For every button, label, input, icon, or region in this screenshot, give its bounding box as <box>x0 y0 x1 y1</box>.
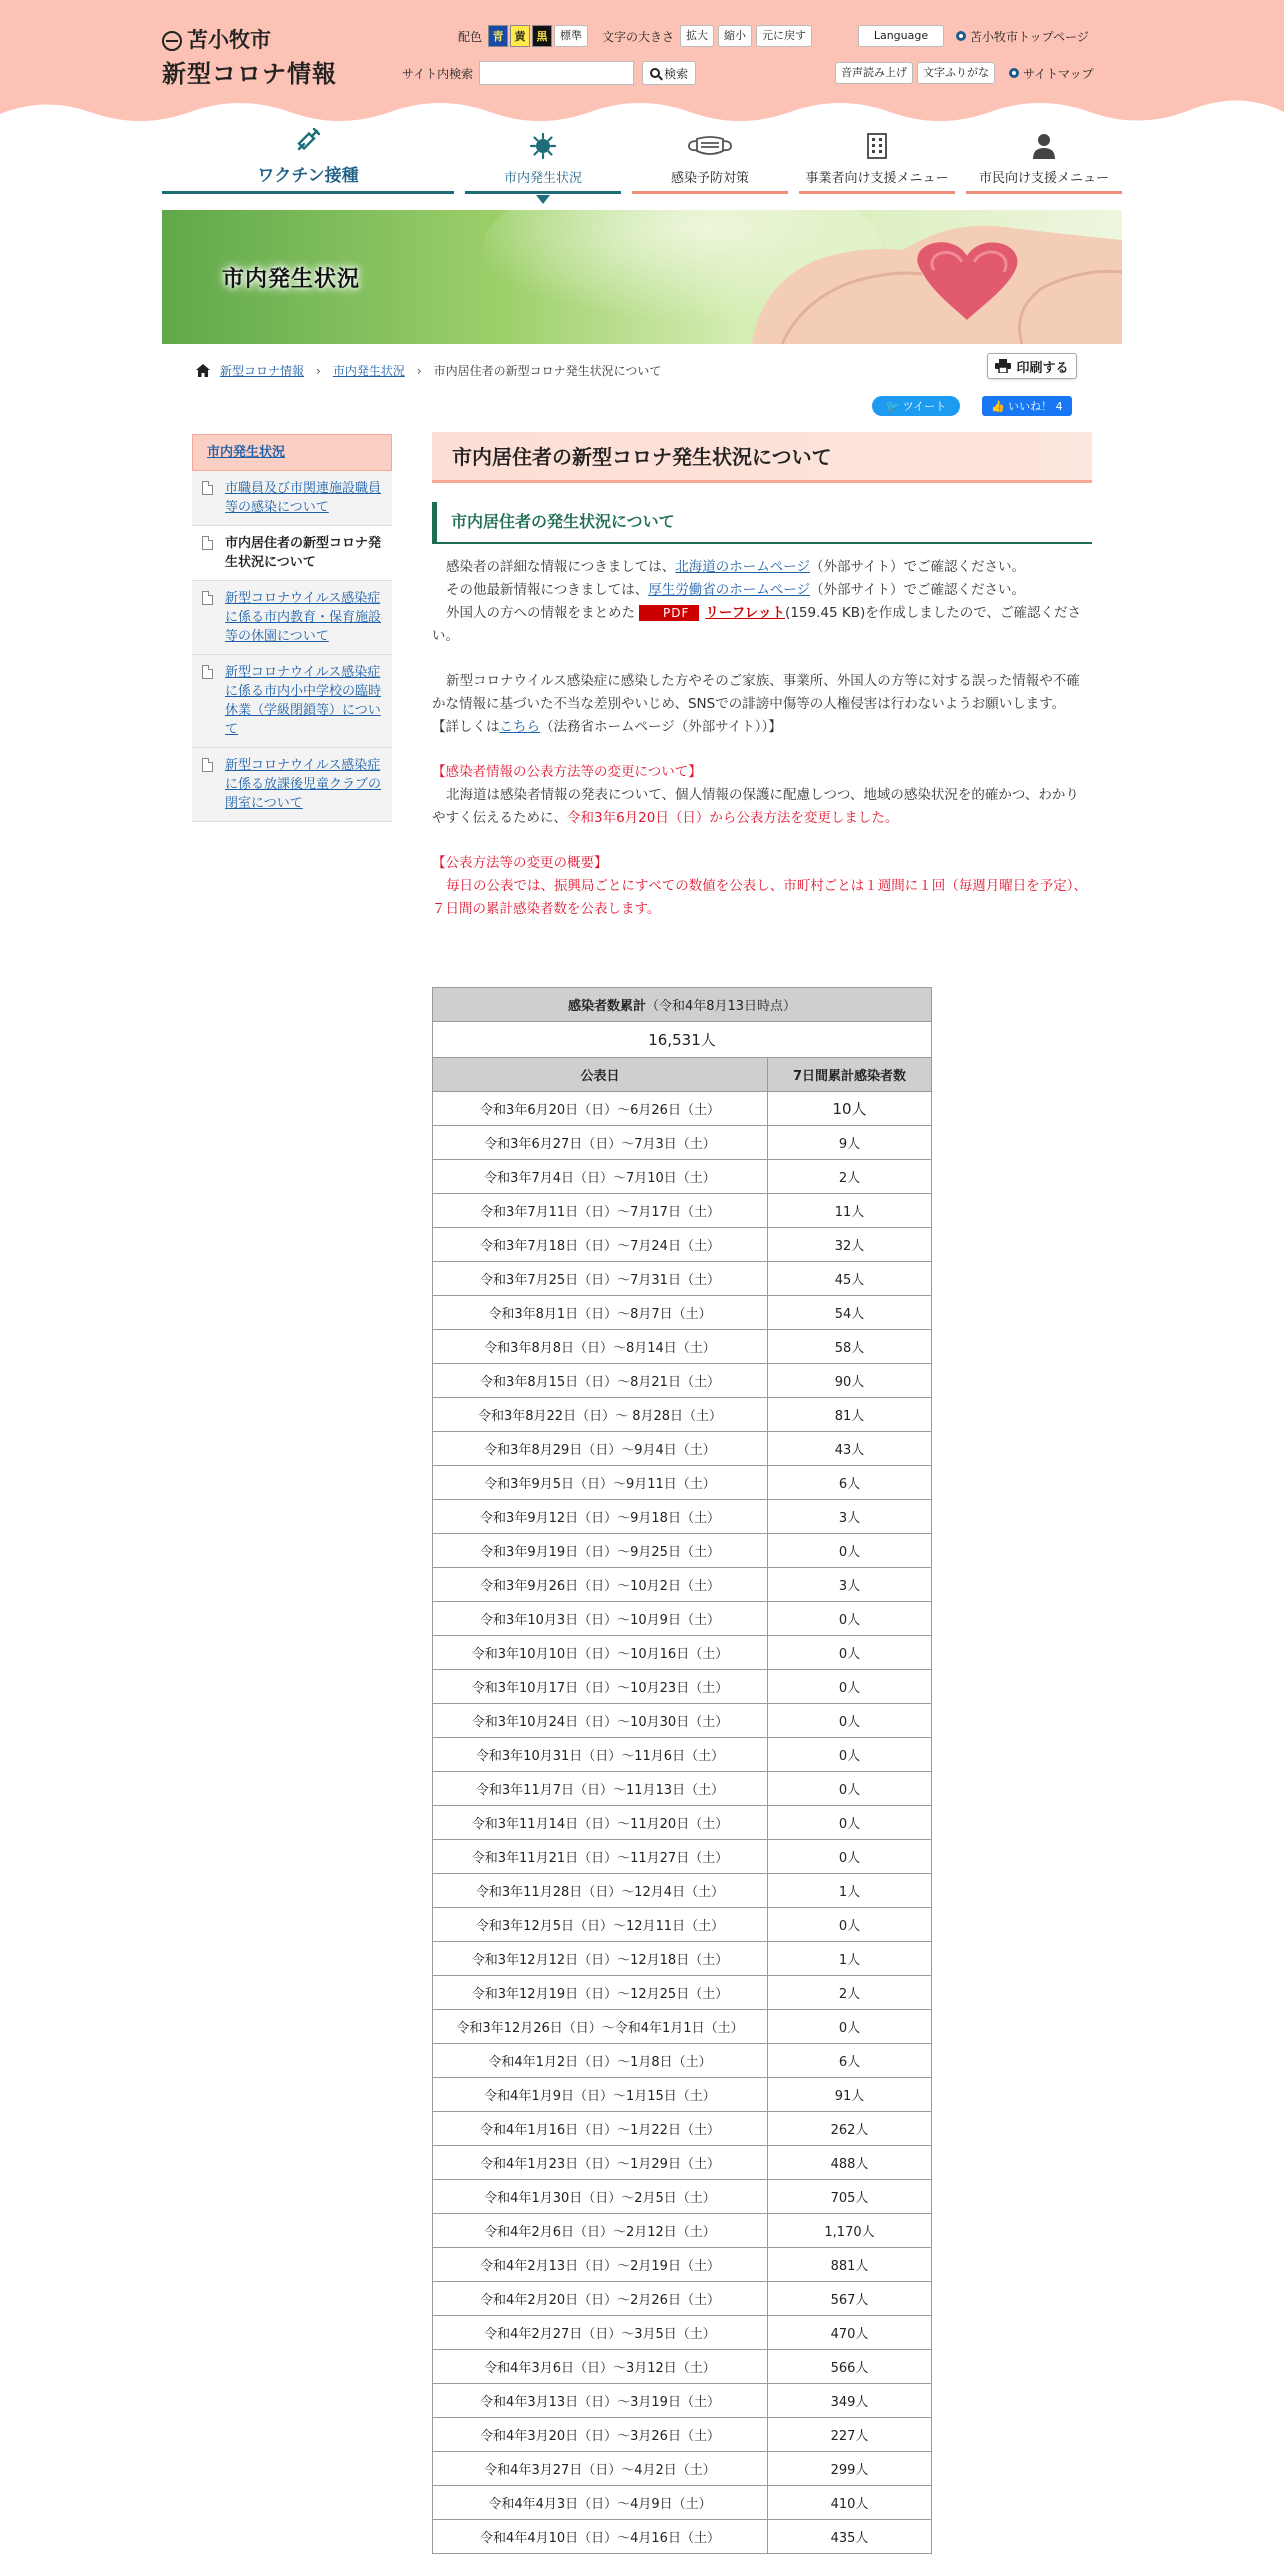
row-count: 0人 <box>768 1602 932 1636</box>
row-count: 566人 <box>768 2350 932 2384</box>
row-date: 令和3年8月1日（日）～8月7日（土） <box>433 1296 768 1330</box>
pdf-icon: PDF <box>639 605 699 621</box>
human-rights-paragraph: 新型コロナウイルス感染症に感染した方やそのご家族、事業所、外国人の方等に対する誤った情報や不確かな情報に基づいた不当な差別やいじめ、SNSでの誹謗中傷等の人権侵害は行わないようお願いします。 <box>432 673 1080 712</box>
table-row <box>433 1976 932 2010</box>
sidebar-item[interactable] <box>192 471 392 526</box>
table-row <box>433 2248 932 2282</box>
breadcrumb-home-link[interactable]: 新型コロナ情報 <box>220 364 305 378</box>
total-value: 16,531人 <box>433 1022 932 1058</box>
document-icon <box>202 536 213 550</box>
hokkaido-link[interactable]: 北海道のホームページ <box>675 559 810 575</box>
document-icon <box>202 758 213 772</box>
row-date: 令和3年7月18日（日）～7月24日（土） <box>433 1228 768 1262</box>
row-date: 令和3年11月14日（日）～11月20日（土） <box>433 1806 768 1840</box>
sidebar <box>192 434 392 822</box>
row-date: 令和4年4月10日（日）～4月16日（土） <box>433 2520 768 2554</box>
row-count: 1,170人 <box>768 2214 932 2248</box>
total-label: 感染者数累計 <box>567 999 646 1014</box>
breadcrumb <box>196 362 661 379</box>
sidebar-item-current <box>192 526 392 581</box>
nav-underline <box>162 191 454 194</box>
syringe-icon <box>293 125 323 155</box>
sidebar-heading <box>192 434 392 471</box>
nav-citizen[interactable] <box>966 122 1122 194</box>
twitter-bird-icon: 🐦 <box>885 399 900 413</box>
row-count: 54人 <box>768 1296 932 1330</box>
intro-text: 外国人の方への情報をまとめた <box>446 605 635 621</box>
table-row <box>433 2146 932 2180</box>
row-date: 令和3年12月5日（日）～12月11日（土） <box>433 1908 768 1942</box>
intro-text: (159.45 KB)を作成しましたので、ご確認ください。 <box>432 605 1081 644</box>
current-page-caret-icon <box>536 195 550 204</box>
site-search <box>402 61 696 85</box>
row-date: 令和4年3月6日（日）～3月12日（土） <box>433 2350 768 2384</box>
color-label: 配色 <box>458 29 483 44</box>
read-aloud-button[interactable]: 音声読み上げ <box>835 62 913 84</box>
row-date: 令和3年10月31日（日）～11月6日（土） <box>433 1738 768 1772</box>
search-button[interactable] <box>642 61 696 85</box>
notice-text: 北海道は感染者情報の発表について、個人情報の保護に配慮しつつ、地域の感染状況を的確かつ、わかりやすく伝えるために、 <box>432 787 1079 826</box>
row-count: 0人 <box>768 1772 932 1806</box>
intro-text: （外部サイト）でご確認ください。 <box>809 559 1026 575</box>
circle-bullet-icon <box>1009 68 1019 78</box>
row-date: 令和3年11月28日（日）～12月4日（土） <box>433 1874 768 1908</box>
row-count: 0人 <box>768 1670 932 1704</box>
table-row <box>433 1670 932 1704</box>
nav-status[interactable] <box>465 122 621 194</box>
circle-bullet-icon <box>956 31 966 41</box>
toolbar-right-2 <box>835 62 1094 84</box>
row-count: 0人 <box>768 1636 932 1670</box>
row-count: 881人 <box>768 2248 932 2282</box>
row-count: 1人 <box>768 1942 932 1976</box>
row-date: 令和3年6月20日（日）～6月26日（土） <box>433 1092 768 1126</box>
intro-line-1 <box>432 556 1092 579</box>
top-page-label: 苫小牧市トップページ <box>970 29 1089 44</box>
color-yellow-button[interactable]: 黄 <box>510 25 530 47</box>
global-nav <box>162 122 1122 206</box>
row-date: 令和3年10月10日（日）～10月16日（土） <box>433 1636 768 1670</box>
nav-underline <box>799 191 955 194</box>
page-title: 市内居住者の新型コロナ発生状況について <box>432 432 1092 483</box>
row-count: 90人 <box>768 1364 932 1398</box>
row-date: 令和3年11月21日（日）～11月27日（土） <box>433 1840 768 1874</box>
row-count: 0人 <box>768 1840 932 1874</box>
table-row <box>433 2520 932 2554</box>
breadcrumb-separator-icon: › <box>316 363 321 378</box>
row-count: 0人 <box>768 2010 932 2044</box>
row-date: 令和4年1月30日（日）～2月5日（土） <box>433 2180 768 2214</box>
intro-line-3 <box>432 602 1092 648</box>
accessibility-toolbar <box>458 25 816 47</box>
breadcrumb-current: 市内居住者の新型コロナ発生状況について <box>433 364 662 378</box>
row-date: 令和3年9月12日（日）～9月18日（土） <box>433 1500 768 1534</box>
sidebar-item[interactable] <box>192 581 392 655</box>
intro-text: （外部サイト）でご確認ください。 <box>809 582 1026 598</box>
furigana-button[interactable]: 文字ふりがな <box>917 62 995 84</box>
row-date: 令和3年12月26日（日）～令和4年1月1日（土） <box>433 2010 768 2044</box>
row-date: 令和3年6月27日（日）～7月3日（土） <box>433 1126 768 1160</box>
row-date: 令和3年8月29日（日）～9月4日（土） <box>433 1432 768 1466</box>
hero-title: 市内発生状況 <box>222 267 361 292</box>
tweet-button[interactable] <box>872 396 960 416</box>
color-blue-button[interactable]: 青 <box>488 25 508 47</box>
leaflet-pdf-link[interactable]: リーフレット <box>705 605 786 621</box>
logo-title: 新型コロナ情報 <box>162 60 337 88</box>
site-logo[interactable] <box>162 30 337 89</box>
table-row <box>433 1398 932 1432</box>
row-count: 299人 <box>768 2452 932 2486</box>
row-count: 0人 <box>768 1738 932 1772</box>
section-heading: 市内居住者の発生状況について <box>432 502 1092 544</box>
total-date: （令和4年8月13日時点） <box>645 999 797 1014</box>
table-row <box>433 2180 932 2214</box>
notice-highlight: 令和3年6月20日（日）から公表方法を変更しました。 <box>567 810 899 826</box>
table-row <box>433 1330 932 1364</box>
row-count: 3人 <box>768 1568 932 1602</box>
table-row <box>433 2214 932 2248</box>
row-date: 令和4年2月13日（日）～2月19日（土） <box>433 2248 768 2282</box>
mask-icon <box>685 131 735 161</box>
sidebar-item[interactable] <box>192 655 392 748</box>
table-row <box>433 1228 932 1262</box>
sidebar-item-label: 新型コロナウイルス感染症に係る市内小中学校の臨時休業（学級閉鎖等）について <box>225 665 382 737</box>
intro-text: その他最新情報につきましては、 <box>446 582 649 598</box>
thumbs-up-icon: 👍 <box>991 399 1006 413</box>
table-row <box>433 1772 932 1806</box>
font-larger-button[interactable]: 拡大 <box>680 25 714 47</box>
table-row <box>433 2418 932 2452</box>
search-input[interactable] <box>479 61 634 85</box>
cases-table <box>432 987 932 2554</box>
table-total-row <box>433 1022 932 1058</box>
row-count: 3人 <box>768 1500 932 1534</box>
row-count: 0人 <box>768 1704 932 1738</box>
row-date: 令和3年8月8日（日）～8月14日（土） <box>433 1330 768 1364</box>
row-count: 45人 <box>768 1262 932 1296</box>
table-column-header-row <box>433 1058 932 1092</box>
printer-icon <box>995 359 1011 373</box>
table-row <box>433 1534 932 1568</box>
table-row <box>433 1840 932 1874</box>
nav-underline <box>966 191 1122 194</box>
row-date: 令和3年11月7日（日）～11月13日（土） <box>433 1772 768 1806</box>
intro-paragraph <box>432 556 1092 648</box>
row-date: 令和4年3月27日（日）～4月2日（土） <box>433 2452 768 2486</box>
row-count: 6人 <box>768 2044 932 2078</box>
row-count: 0人 <box>768 1908 932 1942</box>
row-count: 227人 <box>768 2418 932 2452</box>
row-count: 10人 <box>768 1092 932 1126</box>
row-count: 9人 <box>768 1126 932 1160</box>
color-black-button[interactable]: 黒 <box>532 25 552 47</box>
row-date: 令和3年8月22日（日）～ 8月28日（土） <box>433 1398 768 1432</box>
row-date: 令和3年9月5日（日）～9月11日（土） <box>433 1466 768 1500</box>
table-row <box>433 2350 932 2384</box>
table-row <box>433 2112 932 2146</box>
table-row <box>433 1126 932 1160</box>
row-count: 2人 <box>768 1160 932 1194</box>
sidebar-item-label: 市職員及び市関連施設職員等の感染について <box>225 481 382 515</box>
toolbar-right-1 <box>858 25 1089 47</box>
table-row <box>433 1432 932 1466</box>
person-icon <box>1029 131 1059 161</box>
nav-prevention-label: 感染予防対策 <box>670 171 749 186</box>
summary-paragraph: 毎日の公表では、振興局ごとにすべての数値を公表し、市町村ごとは１週間に１回（毎週月曜日を予定）、７日間の累計感染者数を公表します。 <box>432 878 1087 917</box>
row-count: 81人 <box>768 1398 932 1432</box>
row-count: 2人 <box>768 1976 932 2010</box>
row-count: 705人 <box>768 2180 932 2214</box>
table-row <box>433 1500 932 1534</box>
sidebar-item[interactable] <box>192 748 392 822</box>
row-date: 令和4年4月3日（日）～4月9日（土） <box>433 2486 768 2520</box>
row-date: 令和4年2月27日（日）～3月5日（土） <box>433 2316 768 2350</box>
total-header <box>433 988 932 1022</box>
nav-vaccine-label: ワクチン接種 <box>257 166 359 186</box>
color-standard-button[interactable]: 標準 <box>554 25 588 47</box>
nav-vaccine[interactable] <box>162 122 454 194</box>
font-size-label: 文字の大きさ <box>602 29 675 44</box>
logo-city: 苫小牧市 <box>187 28 271 52</box>
moj-link[interactable]: こちら <box>499 719 540 735</box>
nav-status-label: 市内発生状況 <box>503 171 582 186</box>
city-emblem-icon <box>162 31 182 51</box>
summary-heading: 【公表方法等の変更の概要】 <box>432 855 608 871</box>
table-row <box>433 2010 932 2044</box>
breadcrumb-separator-icon: › <box>416 363 422 378</box>
building-icon <box>862 131 892 161</box>
column-header-date: 公表日 <box>433 1058 768 1092</box>
table-row <box>433 1738 932 1772</box>
nav-business[interactable] <box>799 122 955 194</box>
row-count: 43人 <box>768 1432 932 1466</box>
main-content <box>432 432 1092 2554</box>
table-row <box>433 2486 932 2520</box>
row-count: 6人 <box>768 1466 932 1500</box>
sidebar-heading-link[interactable]: 市内発生状況 <box>207 445 286 460</box>
sidebar-item-label: 市内居住者の新型コロナ発生状況について <box>225 536 382 570</box>
row-date: 令和3年9月26日（日）～10月2日（土） <box>433 1568 768 1602</box>
table-row <box>433 2078 932 2112</box>
column-header-count: 7日間累計感染者数 <box>768 1058 932 1092</box>
breadcrumb-section-link[interactable]: 市内発生状況 <box>332 364 405 378</box>
row-date: 令和4年2月6日（日）～2月12日（土） <box>433 2214 768 2248</box>
like-label: いいね！ 4 <box>1008 400 1063 413</box>
table-row <box>433 1466 932 1500</box>
row-date: 令和4年3月20日（日）～3月26日（土） <box>433 2418 768 2452</box>
table-row <box>433 1806 932 1840</box>
details-text: 【詳しくは <box>432 719 500 735</box>
document-icon <box>202 665 213 679</box>
table-row <box>433 1194 932 1228</box>
row-count: 1人 <box>768 1874 932 1908</box>
home-icon <box>196 364 210 377</box>
notice-heading: 【感染者情報の公表方法等の変更について】 <box>432 764 702 780</box>
row-date: 令和3年7月4日（日）～7月10日（土） <box>433 1160 768 1194</box>
search-button-label: 検索 <box>664 66 689 81</box>
row-date: 令和3年7月25日（日）～7月31日（土） <box>433 1262 768 1296</box>
row-count: 262人 <box>768 2112 932 2146</box>
font-smaller-button[interactable]: 縮小 <box>718 25 752 47</box>
table-row <box>433 1874 932 1908</box>
table-row <box>433 1602 932 1636</box>
top-page-link[interactable] <box>956 28 1089 45</box>
language-button[interactable]: Language <box>858 25 944 47</box>
row-date: 令和4年1月9日（日）～1月15日（土） <box>433 2078 768 2112</box>
row-date: 令和4年1月2日（日）～1月8日（土） <box>433 2044 768 2078</box>
row-date: 令和3年7月11日（日）～7月17日（土） <box>433 1194 768 1228</box>
table-row <box>433 1296 932 1330</box>
row-date: 令和3年8月15日（日）～8月21日（土） <box>433 1364 768 1398</box>
table-row <box>433 1160 932 1194</box>
table-row <box>433 1092 932 1126</box>
sidebar-item-label: 新型コロナウイルス感染症に係る市内教育・保育施設等の休園について <box>225 591 382 644</box>
row-count: 58人 <box>768 1330 932 1364</box>
search-label: サイト内検索 <box>402 66 474 81</box>
row-count: 470人 <box>768 2316 932 2350</box>
sidebar-item-label: 新型コロナウイルス感染症に係る放課後児童クラブの閉室について <box>225 758 382 811</box>
nav-underline <box>465 191 621 194</box>
intro-line-2 <box>432 579 1092 602</box>
print-button[interactable] <box>987 353 1077 379</box>
print-label: 印刷する <box>1016 360 1069 376</box>
intro-text: 感染者の詳細な情報につきましては、 <box>446 559 676 575</box>
row-date: 令和4年2月20日（日）～2月26日（土） <box>433 2282 768 2316</box>
table-row <box>433 1262 932 1296</box>
table-row <box>433 2452 932 2486</box>
row-date: 令和3年10月17日（日）～10月23日（土） <box>433 1670 768 1704</box>
facebook-like-button[interactable] <box>982 396 1072 416</box>
row-count: 11人 <box>768 1194 932 1228</box>
mhlw-link[interactable]: 厚生労働省のホームページ <box>648 582 810 598</box>
row-count: 567人 <box>768 2282 932 2316</box>
row-count: 349人 <box>768 2384 932 2418</box>
row-date: 令和3年10月24日（日）～10月30日（土） <box>433 1704 768 1738</box>
nav-citizen-label: 市民向け支援メニュー <box>978 171 1109 186</box>
nav-business-label: 事業者向け支援メニュー <box>805 171 949 186</box>
sitemap-label: サイトマップ <box>1023 66 1094 81</box>
table-row <box>433 2316 932 2350</box>
virus-icon <box>528 131 558 161</box>
row-date: 令和4年3月13日（日）～3月19日（土） <box>433 2384 768 2418</box>
notice-paragraph <box>432 784 1092 830</box>
document-icon <box>202 481 213 495</box>
table-row <box>433 2282 932 2316</box>
hero-banner <box>162 210 1122 344</box>
row-date: 令和3年12月12日（日）～12月18日（土） <box>433 1942 768 1976</box>
row-count: 435人 <box>768 2520 932 2554</box>
table-row <box>433 2044 932 2078</box>
table-row <box>433 1704 932 1738</box>
table-row <box>433 2384 932 2418</box>
sitemap-link[interactable] <box>1009 65 1094 82</box>
row-date: 令和3年9月19日（日）～9月25日（土） <box>433 1534 768 1568</box>
table-row <box>433 1942 932 1976</box>
document-icon <box>202 591 213 605</box>
row-date: 令和3年12月19日（日）～12月25日（土） <box>433 1976 768 2010</box>
row-count: 91人 <box>768 2078 932 2112</box>
details-line <box>432 716 1092 739</box>
row-date: 令和4年1月16日（日）～1月22日（土） <box>433 2112 768 2146</box>
table-row <box>433 1636 932 1670</box>
row-count: 410人 <box>768 2486 932 2520</box>
table-total-header-row <box>433 988 932 1022</box>
tweet-label: ツイート <box>902 400 947 413</box>
row-count: 32人 <box>768 1228 932 1262</box>
table-row <box>433 1364 932 1398</box>
row-date: 令和3年10月3日（日）～10月9日（土） <box>433 1602 768 1636</box>
row-date: 令和4年1月23日（日）～1月29日（土） <box>433 2146 768 2180</box>
row-count: 488人 <box>768 2146 932 2180</box>
search-icon <box>650 68 660 78</box>
table-row <box>433 1908 932 1942</box>
row-count: 0人 <box>768 1534 932 1568</box>
nav-underline <box>632 191 788 194</box>
nav-prevention[interactable] <box>632 122 788 194</box>
font-reset-button[interactable]: 元に戻す <box>756 25 812 47</box>
table-row <box>433 1568 932 1602</box>
details-text: （法務省ホームページ（外部サイト））】 <box>540 719 782 735</box>
row-count: 0人 <box>768 1806 932 1840</box>
